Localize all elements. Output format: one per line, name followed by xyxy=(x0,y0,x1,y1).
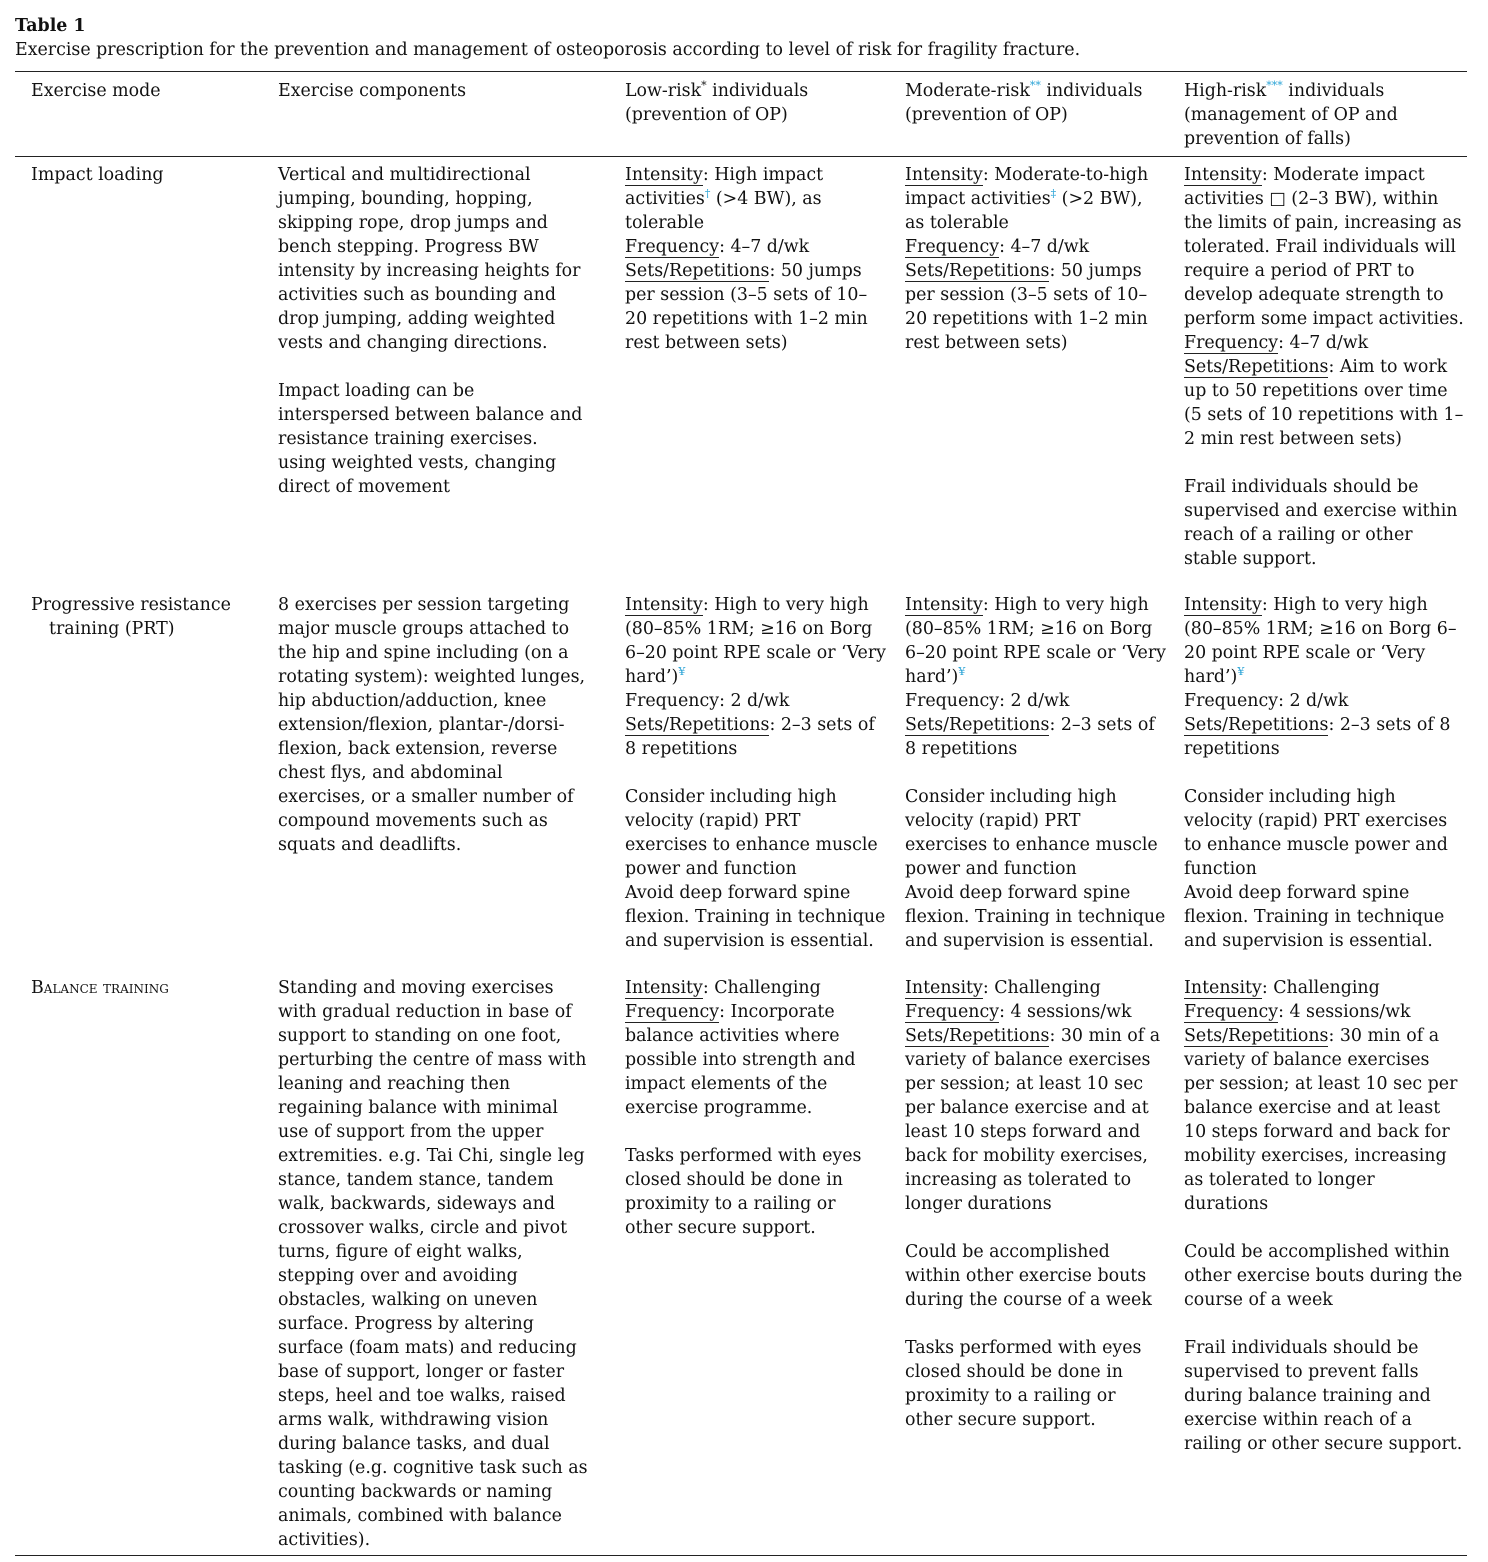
header-exercise-components: Exercise components xyxy=(278,81,467,101)
header-moderate-risk: Moderate-risk** individuals (prevention of OP) xyxy=(905,79,1143,125)
row-prt-moderate-risk: Intensity: High to very high (80–85% 1RM; ≥16 on Borg 6–20 point RPE scale or ‘Very hard’)¥ Frequency: 2 d/wk Sets/Repetitions: 2–3 sets of 8 repetitions Consider including high velocity (rapid) PRT exercises to enhance muscle power and function Avoid deep forward spine flexion. Training in technique and supervision is essential. xyxy=(905,595,1166,951)
table-title: Exercise prescription for the prevention and management of osteoporosis according to level of risk for fragility fracture. xyxy=(15,40,1081,60)
bottom-rule xyxy=(15,1555,1467,1556)
row-impact-high-risk: Intensity: Moderate impact activities □ (2–3 BW), within the limits of pain, increasing as tolerated. Frail individuals will require a period of PRT to develop adequate strength to perform some impact activities. Frequency: 4–7 d/wk Sets/Repetitions: Aim to work up to 50 repetitions over time (5 sets of 10 repetitions with 1–2 min rest between sets) Frail individuals should be supervised and exercise within reach of a railing or other stable support. xyxy=(1184,165,1464,569)
top-rule xyxy=(15,71,1467,72)
row-prt-mode: Progressive resistance training (PRT) xyxy=(31,595,231,639)
header-rule xyxy=(15,156,1467,157)
row-balance-components: Standing and moving exercises with gradual reduction in base of support to standing on one foot, perturbing the centre of mass with leaning and reaching then regaining balance with minimal use of support from the upper extremities. e.g. Tai Chi, single leg stance, tandem stance, tandem walk, backwards, sideways and crossover walks, circle and pivot turns, figure of eight walks, stepping over and avoiding obstacles, walking on uneven surface. Progress by altering surface (foam mats) and reducing base of support, longer or faster steps, heel and toe walks, raised arms walk, withdrawing vision during balance tasks, and dual tasking (e.g. cognitive task such as counting backwards or naming animals, combined with balance activities). xyxy=(278,978,588,1550)
table-caption xyxy=(15,14,1475,62)
row-balance-low-risk: Intensity: Challenging Frequency: Incorporate balance activities where possible into strength and impact elements of the exercise programme. Tasks performed with eyes closed should be done in proximity to a railing or other secure support. xyxy=(625,978,862,1238)
row-impact-mode: Impact loading xyxy=(31,165,164,185)
row-prt-low-risk: Intensity: High to very high (80–85% 1RM; ≥16 on Borg 6–20 point RPE scale or ‘Very hard’)¥ Frequency: 2 d/wk Sets/Repetitions: 2–3 sets of 8 repetitions Consider including high velocity (rapid) PRT exercises to enhance muscle power and function Avoid deep forward spine flexion. Training in technique and supervision is essential. xyxy=(625,595,886,951)
row-balance-mode: Balance training xyxy=(31,978,169,998)
row-balance-moderate-risk: Intensity: Challenging Frequency: 4 sessions/wk Sets/Repetitions: 30 min of a variety of balance exercises per session; at least 10 sec per balance exercise and at least 10 steps forward and back for mobility exercises, increasing as tolerated to longer durations Could be accomplished within other exercise bouts during the course of a week Tasks performed with eyes closed should be done in proximity to a railing or other secure support. xyxy=(905,978,1161,1430)
header-high-risk: High-risk*** individuals (management of OP and prevention of falls) xyxy=(1184,79,1398,149)
header-low-risk: Low-risk* individuals (prevention of OP) xyxy=(625,79,809,125)
row-impact-components: Vertical and multidirectional jumping, bounding, hopping, skipping rope, drop jumps and bench stepping. Progress BW intensity by increasing heights for activities such as bounding and drop jumping, adding weighted vests and changing directions. Impact loading can be interspersed between balance and resistance training exercises. using weighted vests, changing direct of movement xyxy=(278,165,583,497)
row-balance-high-risk: Intensity: Challenging Frequency: 4 sessions/wk Sets/Repetitions: 30 min of a variety of balance exercises per session; at least 10 sec per balance exercise and at least 10 steps forward and back for mobility exercises, increasing as tolerated to longer durations Could be accomplished within other exercise bouts during the course of a week Frail individuals should be supervised to prevent falls during balance training and exercise within reach of a railing or other secure support. xyxy=(1184,978,1463,1454)
row-prt-high-risk: Intensity: High to very high (80–85% 1RM; ≥16 on Borg 6–20 point RPE scale or ‘Very hard’)¥ Frequency: 2 d/wk Sets/Repetitions: 2–3 sets of 8 repetitions Consider including high velocity (rapid) PRT exercises to enhance muscle power and function Avoid deep forward spine flexion. Training in technique and supervision is essential. xyxy=(1184,595,1457,951)
row-impact-moderate-risk: Intensity: Moderate-to-high impact activities‡ (>2 BW), as tolerable Frequency: 4–7 d/wk Sets/Repetitions: 50 jumps per session (3–5 sets of 10–20 repetitions with 1–2 min rest between sets) xyxy=(905,165,1149,353)
row-impact-low-risk: Intensity: High impact activities† (>4 BW), as tolerable Frequency: 4–7 d/wk Sets/Repetitions: 50 jumps per session (3–5 sets of 10–20 repetitions with 1–2 min rest between sets) xyxy=(625,165,868,353)
row-prt-components: 8 exercises per session targeting major muscle groups attached to the hip and spine including (on a rotating system): weighted lunges, hip abduction/adduction, knee extension/flexion, plantar-/dorsi-flexion, back extension, reverse chest flys, and abdominal exercises, or a smaller number of compound movements such as squats and deadlifts. xyxy=(278,595,586,855)
header-exercise-mode: Exercise mode xyxy=(31,81,161,101)
table-label: Table 1 xyxy=(15,16,86,36)
